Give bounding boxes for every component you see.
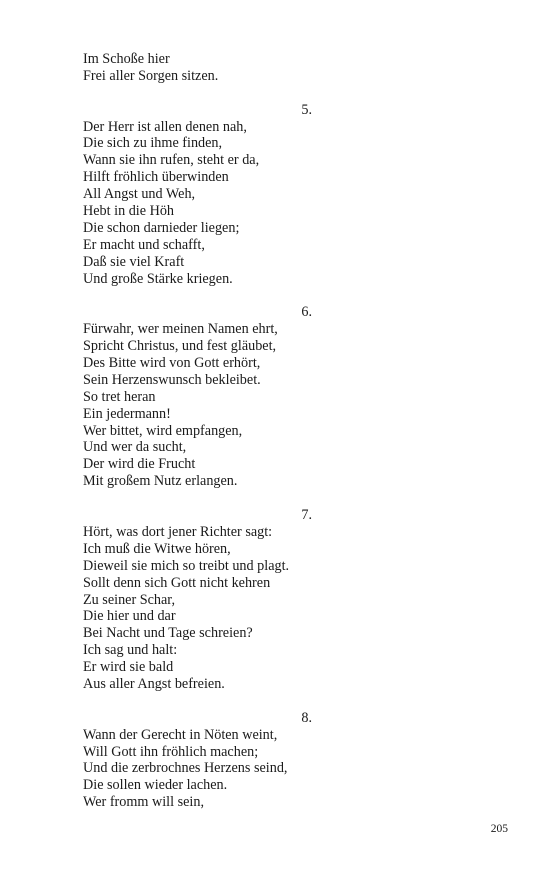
stanza-7 [83, 507, 323, 693]
verse-line: Dieweil sie mich so treibt und plagt. [83, 557, 290, 574]
verse-line: All Angst und Weh, [83, 186, 196, 203]
stanza-number: 8. [301, 709, 312, 726]
verse-line: Die sich zu ihme finden, [83, 135, 223, 152]
verse-line: Im Schoße hier [83, 51, 170, 67]
verse-line: Daß sie viel Kraft [83, 253, 185, 270]
verse-line: Wer bittet, wird empfangen, [83, 422, 243, 439]
stanza-6 [83, 304, 323, 490]
verse-line: Der Herr ist allen denen nah, [83, 118, 247, 135]
verse-line: Wann sie ihn rufen, steht er da, [83, 152, 260, 169]
stanza-8 [83, 710, 323, 811]
verse-line: Und die zerbrochnes Herzens seind, [83, 760, 288, 777]
verse-line: Er macht und schafft, [83, 236, 205, 253]
verse-line: Des Bitte wird von Gott erhört, [83, 355, 261, 372]
verse-line: Spricht Christus, und fest gläubet, [83, 338, 277, 355]
page-number: 205 [490, 823, 508, 835]
verse-line: Wer fromm will sein, [83, 794, 205, 811]
verse-line: Wann der Gerecht in Nöten weint, [83, 726, 278, 743]
verse-line: Die hier und dar [83, 608, 176, 625]
verse-line: Die schon darnieder liegen; [83, 219, 240, 236]
verse-line: Fürwahr, wer meinen Namen ehrt, [83, 321, 278, 338]
verse-line: Ein jedermann! [83, 405, 171, 422]
verse-line: Mit großem Nutz erlangen. [83, 473, 238, 490]
verse-line: Bei Nacht und Tage schreien? [83, 625, 253, 642]
verse-line: So tret heran [83, 388, 156, 405]
stanza-number: 5. [301, 101, 312, 118]
verse-line: Hört, was dort jener Richter sagt: [83, 523, 273, 540]
verse-line: Will Gott ihn fröhlich machen; [83, 743, 259, 760]
verse-line: Ich sag und halt: [83, 642, 178, 659]
verse-line: Ich muß die Witwe hören, [83, 540, 231, 557]
verse-line: Sollt denn sich Gott nicht kehren [83, 574, 271, 591]
stanza-continuation [83, 51, 323, 85]
stanza-number: 6. [301, 304, 312, 321]
verse-line: Hebt in die Höh [83, 203, 175, 220]
stanza-number: 7. [301, 507, 312, 524]
verse-line: Aus aller Angst befreien. [83, 675, 225, 692]
verse-line: Zu seiner Schar, [83, 591, 176, 608]
poem-text [83, 51, 323, 811]
verse-line: Und große Stärke kriegen. [83, 270, 233, 287]
verse-line: Hilft fröhlich überwinden [83, 169, 229, 186]
verse-line: Er wird sie bald [83, 659, 174, 676]
stanza-5 [83, 102, 323, 288]
verse-line: Sein Herzenswunsch bekleibet. [83, 371, 261, 388]
verse-line: Der wird die Frucht [83, 456, 196, 473]
verse-line: Frei aller Sorgen sitzen. [83, 67, 219, 84]
verse-line: Die sollen wieder lachen. [83, 777, 228, 794]
verse-line: Und wer da sucht, [83, 439, 187, 456]
